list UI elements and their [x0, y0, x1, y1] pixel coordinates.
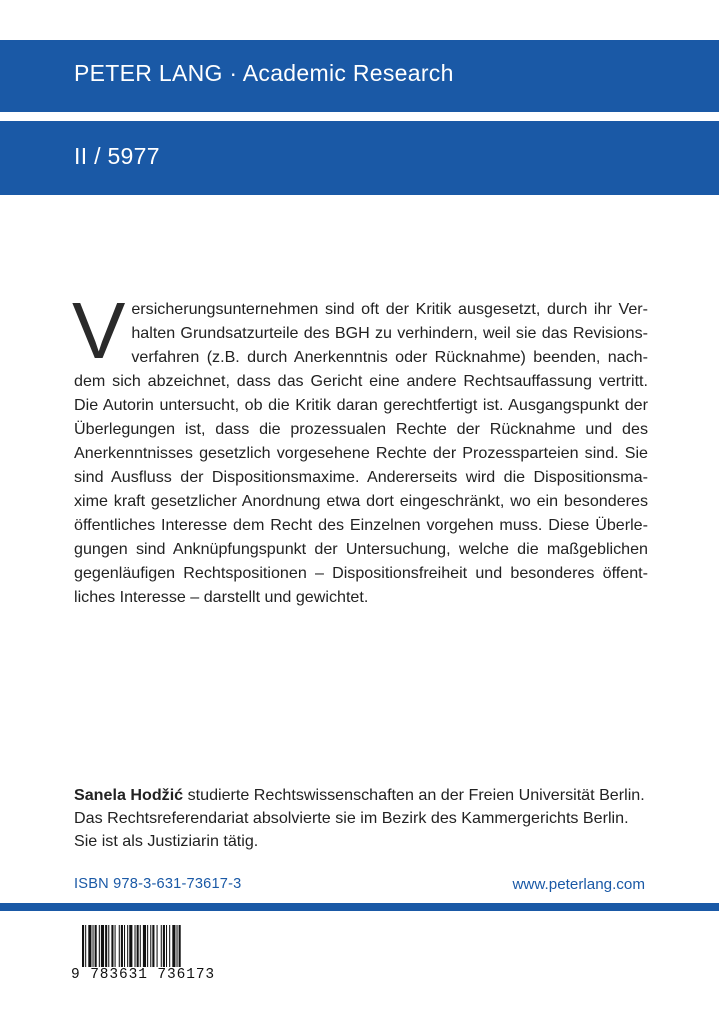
barcode-bar — [150, 925, 151, 971]
barcode-bar — [111, 925, 113, 971]
barcode-bar — [143, 925, 146, 971]
barcode-bar — [169, 925, 170, 971]
barcode-bar — [152, 925, 154, 971]
author-bio — [74, 784, 654, 853]
isbn-label: ISBN 978-3-631-73617-3 — [74, 876, 242, 892]
barcode-bar — [121, 925, 123, 971]
author-name: Sanela Hodžić — [74, 786, 184, 804]
barcode-bar — [99, 925, 100, 971]
barcode-bar — [115, 925, 116, 971]
barcode-bar — [119, 925, 120, 971]
barcode-bar — [147, 925, 148, 971]
author-bio-text: studierte Rechtswissenschaften an der Freien Universität Berlin. Das Rechtsreferendariat absolvierte sie im Bezirk des Kammergerichts Berlin. Sie ist als Justiziarin tätig. — [74, 786, 645, 850]
barcode-bar — [172, 925, 175, 971]
barcode-bar — [161, 925, 162, 971]
barcode-bar — [124, 925, 125, 971]
barcode-bar — [82, 925, 84, 971]
isbn-barcode — [70, 925, 222, 985]
series-title: PETER LANG · Academic Research — [74, 60, 454, 86]
series-number-band — [0, 121, 719, 195]
barcode-digits-text: 9 783631 736173 — [71, 967, 216, 983]
barcode-bar — [163, 925, 165, 971]
drop-cap: V — [72, 286, 126, 375]
book-blurb — [72, 286, 648, 609]
barcode-bar — [129, 925, 132, 971]
barcode-bar — [93, 925, 94, 971]
barcode-bar — [101, 925, 104, 971]
barcode-bar — [85, 925, 86, 971]
barcode-digits — [70, 967, 222, 983]
blurb-text: ersicherungsunternehmen sind oft der Kritik ausgesetzt, durch ihr Verhalten Grundsatzurteile des BGH zu verhindern, weil sie das Revisionsverfahren (z.B. durch Anerkenntnis oder Rücknahme) beenden, nachdem sich abzeichnet, dass das Gericht eine andere Rechtsauffassung vertritt. Die Autorin untersucht, ob die Kritik daran gerechtfertigt ist. Ausgangspunkt der Überlegungen ist, dass die prozessualen Rechte der Rücknahme und des Anerkenntnisses gesetzlich vorgesehene Rechte der Prozessparteien sind. Sie sind Ausfluss der Dispositionsmaxime. Andererseits wird die Dispositionsmaxime kraft gesetzlicher Anordnung etwa dort eingeschränkt, wo ein besonderes öffentliches Interesse dem Recht des Einzelnen vorgehen muss. Diese Überlegungen sind Anknüpfungspunkt der Untersuchung, welche die maßgeblichen gegenläufigen Rechtspositionen – Dispositionsfreiheit und besonderes öffentliches Interesse – darstellt und gewichtet. — [74, 300, 648, 606]
barcode-bar — [105, 925, 107, 971]
barcode-bar — [108, 925, 109, 971]
publisher-website: www.peterlang.com — [512, 876, 645, 893]
series-number: II / 5977 — [74, 143, 160, 169]
barcode-bar — [166, 925, 167, 971]
barcode-bar — [127, 925, 128, 971]
barcode-bar — [177, 925, 178, 971]
barcode-bar — [179, 925, 181, 971]
barcode-bar — [135, 925, 136, 971]
barcode-bar — [88, 925, 91, 971]
header-band — [0, 40, 719, 112]
barcode-bar — [157, 925, 158, 971]
barcode-bar — [95, 925, 97, 971]
footer-rule — [0, 903, 719, 911]
barcode-bar — [137, 925, 139, 971]
barcode-bars — [70, 925, 222, 971]
barcode-bar — [140, 925, 141, 971]
